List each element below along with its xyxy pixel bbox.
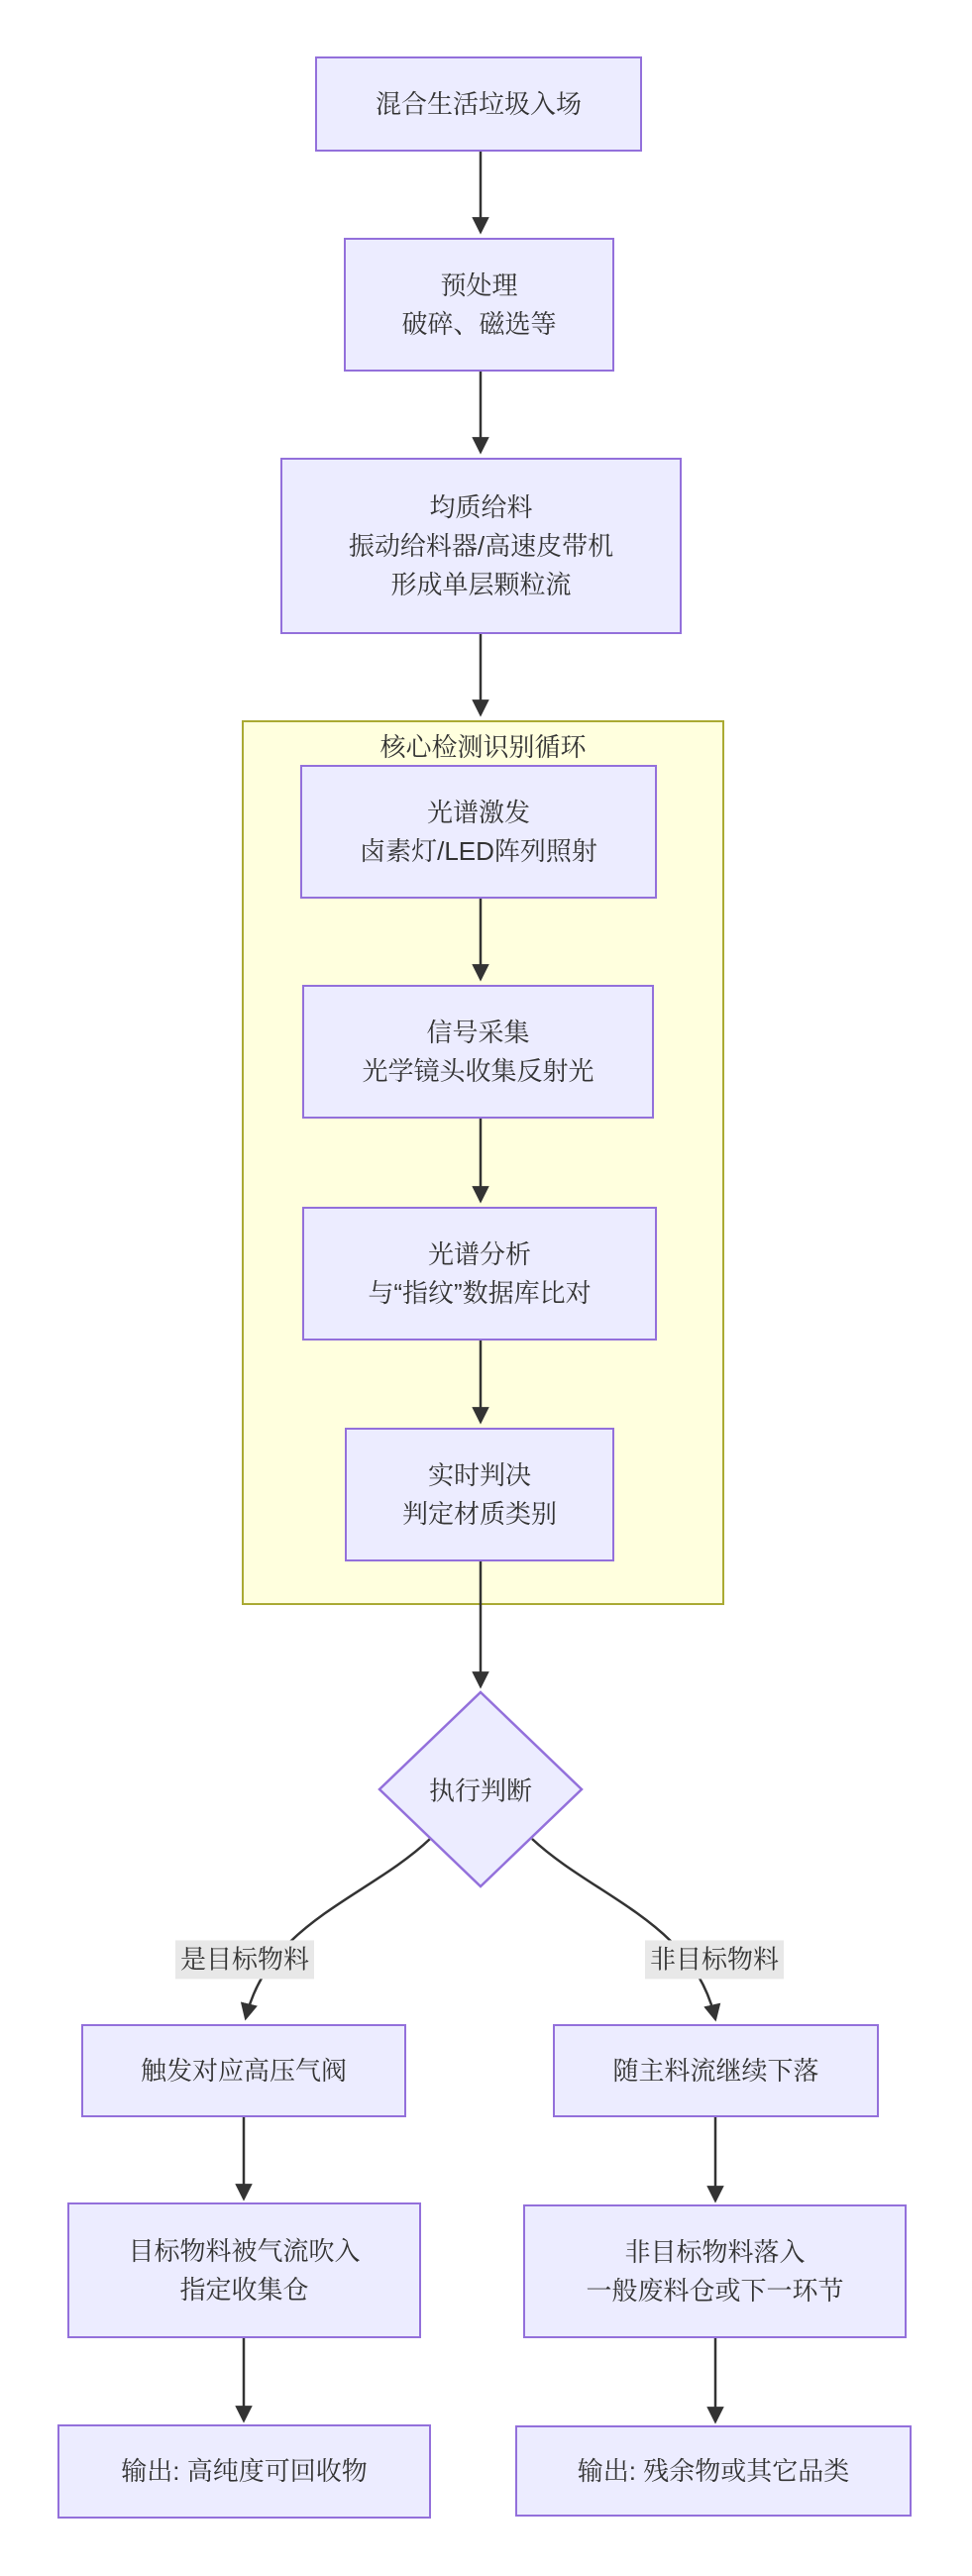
node-feed-line2: 振动给料器/高速皮带机 <box>348 530 614 561</box>
node-analyze <box>302 1207 657 1341</box>
node-collect-line1: 信号采集 <box>426 1017 530 1047</box>
node-feed <box>280 458 682 634</box>
node-out-residue-label: 输出: 残余物或其它品类 <box>577 2455 850 2486</box>
node-pretreat-line2: 破碎、磁选等 <box>401 308 557 339</box>
node-entry-label: 混合生活垃圾入场 <box>375 88 582 119</box>
edge-decision-fall <box>532 1839 715 2019</box>
node-excite-line2: 卤素灯/LED阵列照射 <box>360 835 597 866</box>
node-reject-line2: 一般废料仓或下一环节 <box>586 2275 844 2306</box>
node-valve-label: 触发对应高压气阀 <box>140 2055 347 2086</box>
node-judge <box>345 1428 614 1561</box>
node-decision-label: 执行判断 <box>428 1775 533 1806</box>
node-excite <box>300 765 657 899</box>
node-pretreat <box>344 238 614 372</box>
node-entry <box>315 56 642 152</box>
edge-label-is-target: 是目标物料 <box>175 1940 314 1979</box>
node-blow <box>67 2202 421 2338</box>
edge-decision-valve <box>246 1839 430 2018</box>
node-out-residue <box>515 2425 912 2517</box>
node-analyze-line1: 光谱分析 <box>427 1238 531 1269</box>
node-excite-line1: 光谱激发 <box>426 797 530 827</box>
node-reject <box>523 2204 907 2338</box>
node-out-recycle <box>57 2424 431 2519</box>
node-fall <box>553 2024 879 2117</box>
node-judge-line2: 判定材质类别 <box>401 1498 557 1529</box>
node-reject-line1: 非目标物料落入 <box>624 2236 806 2267</box>
node-out-recycle-label: 输出: 高纯度可回收物 <box>121 2456 368 2486</box>
node-analyze-line2: 与“指纹”数据库比对 <box>368 1277 592 1308</box>
edge-label-not-target: 非目标物料 <box>645 1940 784 1979</box>
node-fall-label: 随主料流继续下落 <box>612 2055 819 2086</box>
node-collect <box>302 985 654 1119</box>
node-pretreat-line1: 预处理 <box>440 269 518 300</box>
node-feed-line1: 均质给料 <box>429 491 533 522</box>
node-blow-line1: 目标物料被气流吹入 <box>128 2235 361 2266</box>
node-blow-line2: 指定收集仓 <box>179 2274 309 2305</box>
node-collect-line2: 光学镜头收集反射光 <box>362 1055 594 1086</box>
node-feed-line3: 形成单层颗粒流 <box>390 569 572 599</box>
node-valve <box>81 2024 406 2117</box>
cluster-title: 核心检测识别循环 <box>379 732 587 762</box>
node-judge-line1: 实时判决 <box>427 1459 531 1490</box>
